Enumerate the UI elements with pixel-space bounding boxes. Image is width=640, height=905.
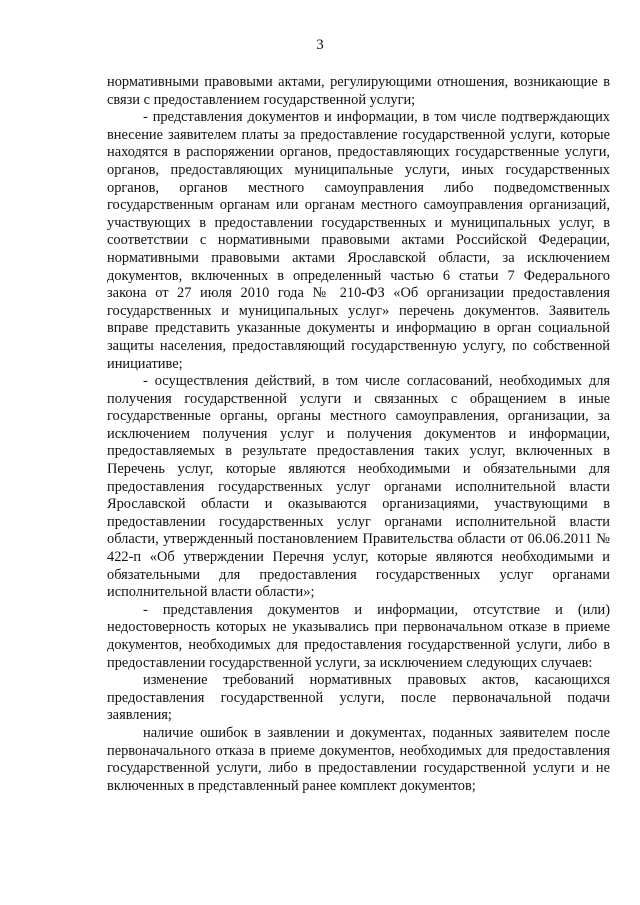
paragraph-exception-errors: наличие ошибок в заявлении и документах, поданных заявителем после первоначального отказа в приеме документов, необходимых для предоставления государственной услуги, либо в предоставлении государственной услуги и не включенных в представленный ранее комплект документов; [107, 724, 610, 794]
paragraph-actions-approvals: - осуществления действий, в том числе согласований, необходимых для получения государственной услуги и связанных с обращением в иные государственные органы, органы местного самоуправления, организации, за исключением получения услуг и получения документов и информации, предоставляемых в результате предоставления таких услуг, включенных в Перечень услуг, которые являются необходимыми и обязательными для предоставления государственных услуг органами исполнительной власти Ярославской области и оказываются организациями, участвующими в предоставлении государственных услуг органами исполнительной власти области, утвержденный постановлением Правительства области от 06.06.2011 № 422-п «Об утверждении Перечня услуг, которые являются необходимыми и обязательными для предоставления государственных услуг органами исполнительной власти области»; [107, 373, 610, 601]
page-number: 3 [316, 37, 324, 53]
paragraph-exception-requirements: изменение требований нормативных правовых актов, касающихся предоставления государственной услуги, после первоначальной подачи заявления; [107, 672, 610, 724]
paragraph-documents-info: - представления документов и информации, в том числе подтверждающих внесение заявителем платы за предоставление государственной услуги, которые находятся в распоряжении органов, предоставляющих государственные услуги, органов, предоставляющих муниципальные услуги, иных государственных органов, органов местного самоуправления либо подведомственных государственным органам или органам местного самоуправления организаций, участвующих в предоставлении государственных и муниципальных услуг, в соответствии с нормативными правовыми актами Российской Федерации, нормативными правовыми актами Ярославской области, за исключением документов, включенных в определенный частью 6 статьи 7 Федерального закона от 27 июля 2010 года № 210-ФЗ «Об организации предоставления государственных и муниципальных услуг» перечень документов. Заявитель вправе представить указанные документы и информацию в орган социальной защиты населения, предоставляющий государственную услугу, по собственной инициативе; [107, 109, 610, 372]
paragraph-continuation: нормативными правовыми актами, регулирующими отношения, возникающие в связи с предоставлением государственной услуги; [107, 74, 610, 108]
document-body [107, 74, 610, 795]
paragraph-missing-documents: - представления документов и информации, отсутствие и (или) недостоверность которых не указывались при первоначальном отказе в приеме документов, необходимых для предоставления государственной услуги, либо в предоставлении государственной услуги, за исключением следующих случаев: [107, 601, 610, 671]
